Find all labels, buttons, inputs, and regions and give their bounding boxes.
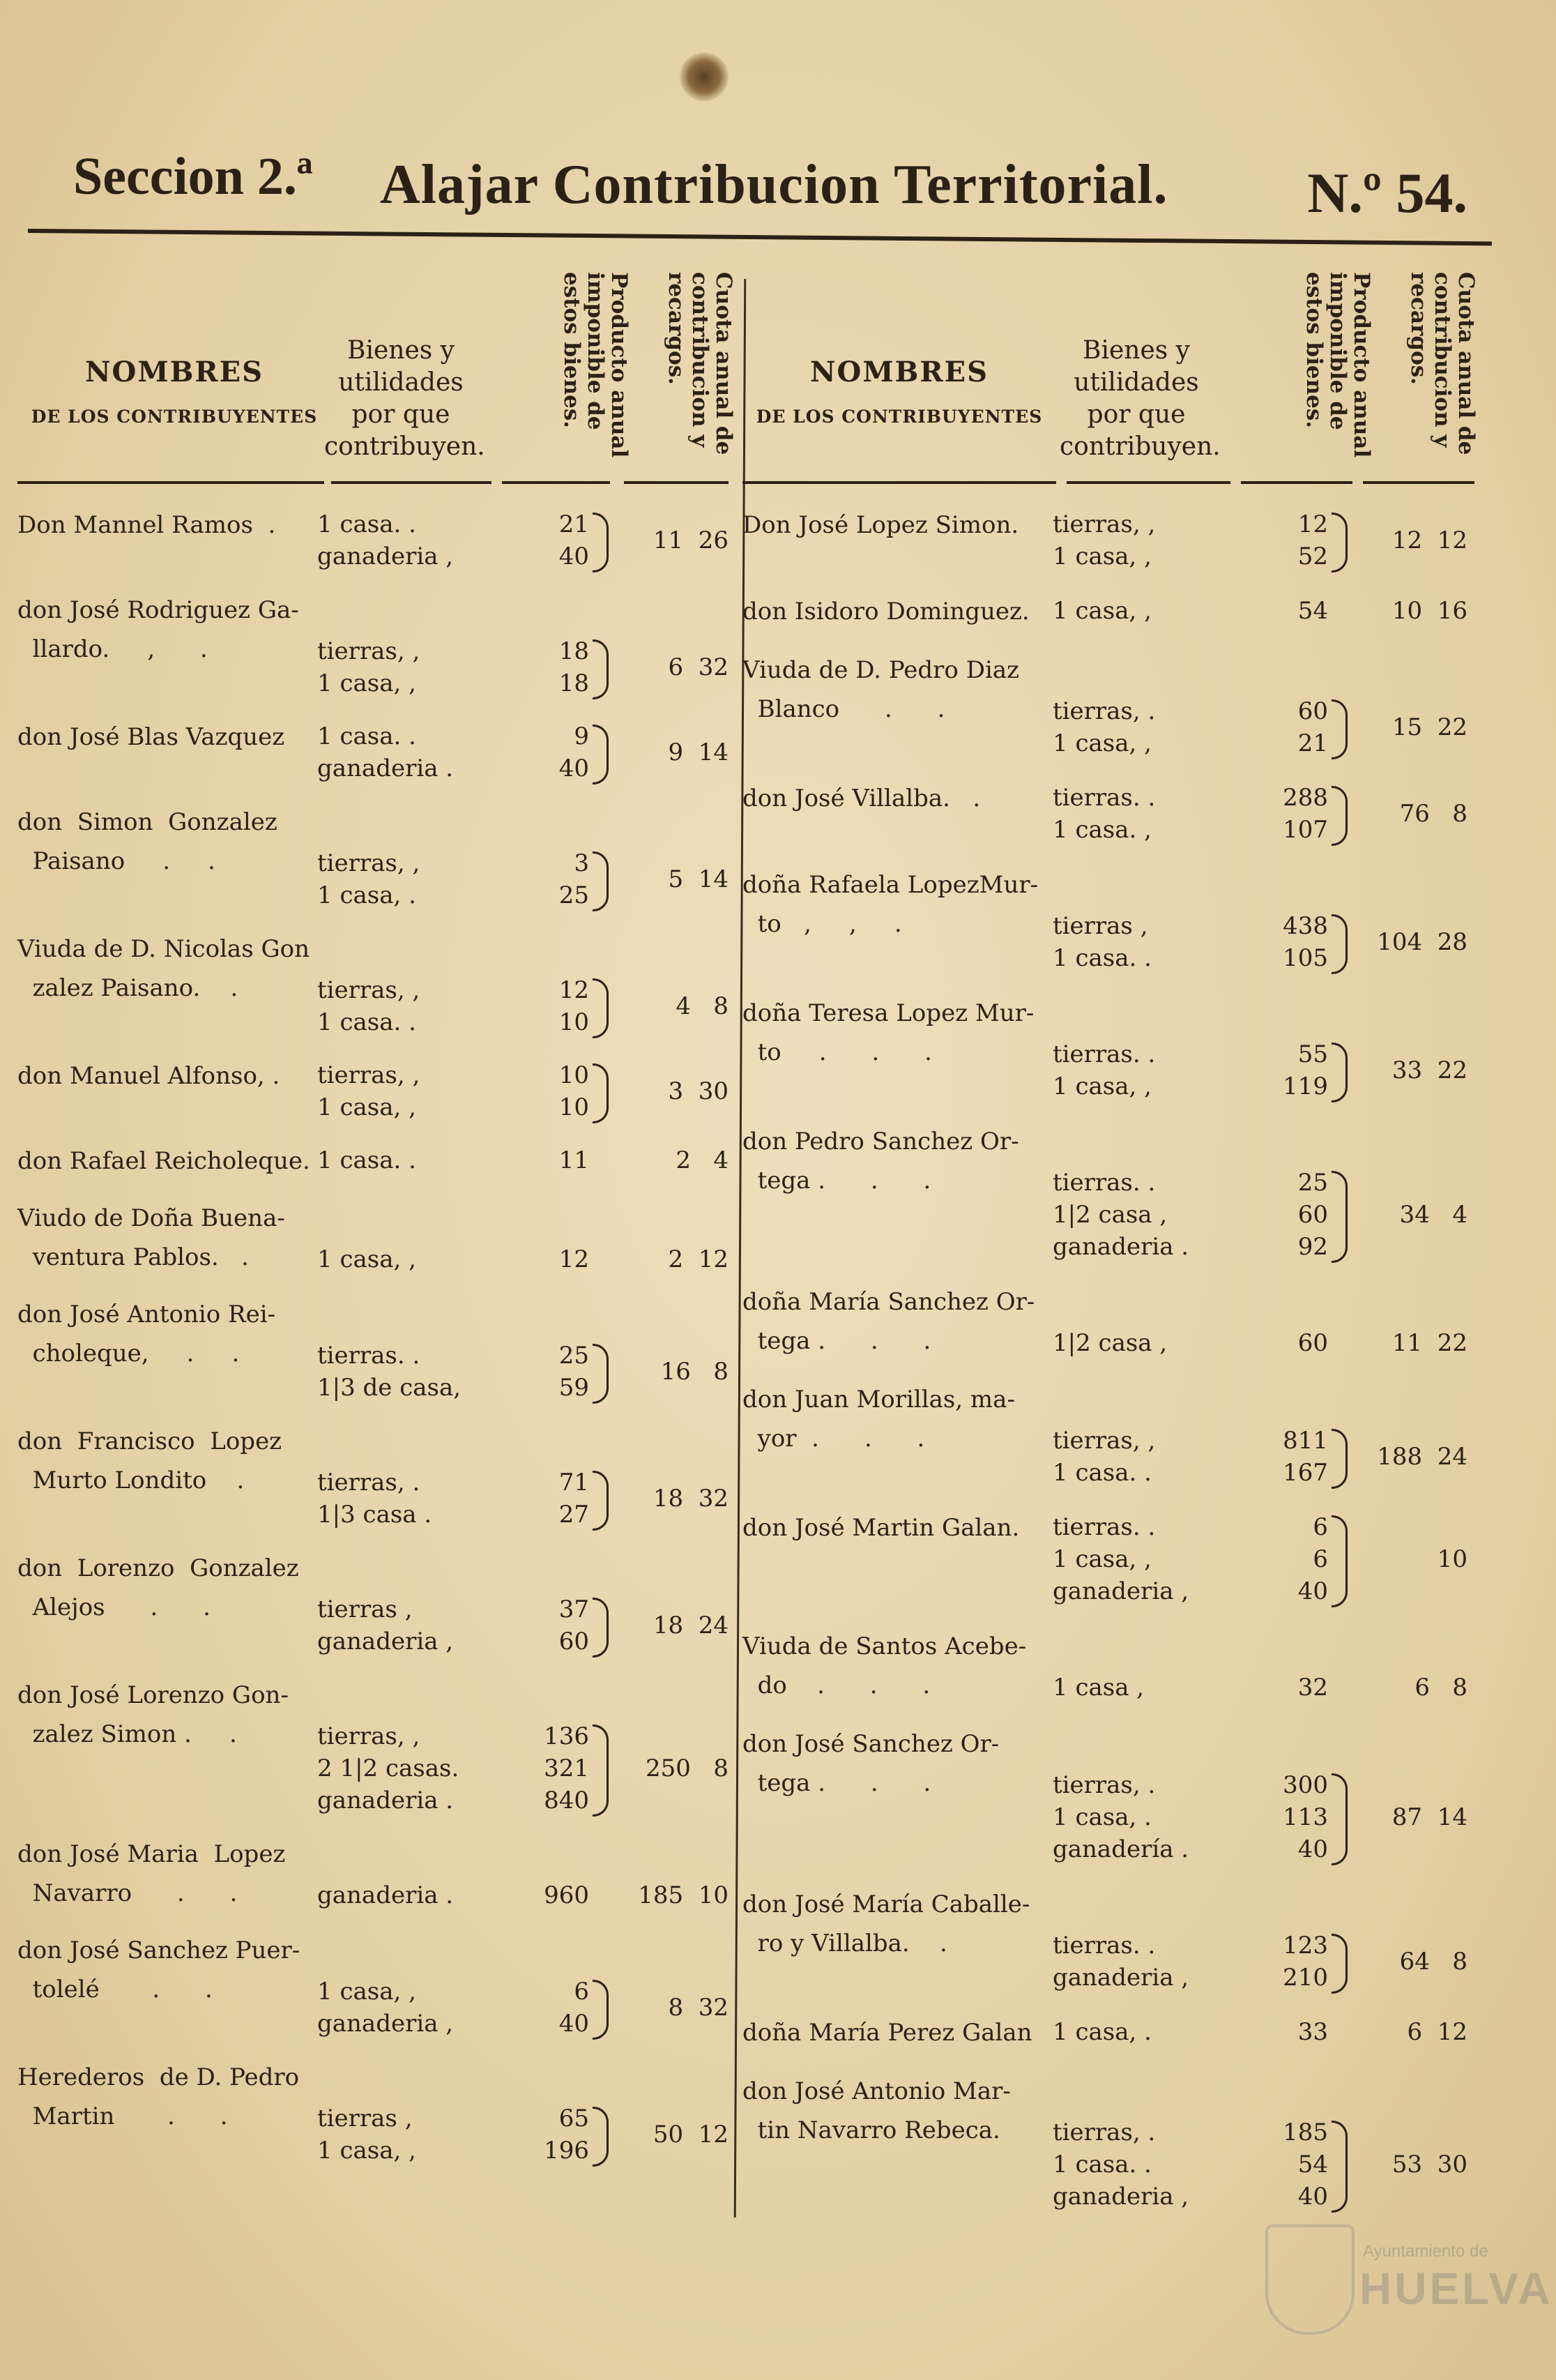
product-header: Producto anual imponible de estos bienes.	[559, 272, 632, 458]
quota-value: 11 22	[1391, 1329, 1467, 1357]
taxpayer-name: don José Sanchez Puer- tolelé . .	[17, 1936, 300, 2003]
names-header	[17, 356, 331, 427]
product-value: 107	[1283, 816, 1328, 844]
product-value: 40	[1297, 1577, 1328, 1605]
taxpayer-name: don Lorenzo Gonzalez Alejos . .	[17, 1554, 299, 1621]
right-column	[742, 258, 1481, 2211]
table-row	[17, 506, 735, 591]
quota-value: 10 16	[1391, 597, 1467, 625]
quota-value: 53 30	[1391, 2151, 1467, 2178]
taxpayer-name: don José Maria Lopez Navarro . .	[17, 1840, 286, 1907]
brace-mark	[1332, 1934, 1348, 1994]
quota-value: 18 32	[653, 1485, 729, 1513]
taxpayer-name: don José María Caballe- ro y Villalba. .	[742, 1890, 1030, 1957]
goods-item: 1 casa. .	[317, 722, 416, 750]
goods-item: 1 casa ,	[1053, 1674, 1145, 1701]
goods-list	[317, 1593, 491, 1658]
goods-item: tierras. .	[1053, 1932, 1156, 1960]
taxpayer-name: Viuda de D. Nicolas Gon zalez Paisano. .	[17, 935, 310, 1002]
goods-item: tierras, ,	[1053, 1427, 1156, 1455]
brace-mark	[1332, 699, 1348, 759]
goods-list	[317, 1144, 491, 1176]
table-row	[17, 2058, 735, 2185]
goods-item: 1 casa, .	[1053, 1803, 1152, 1831]
taxpayer-name: don Juan Morillas, ma- yor . . .	[742, 1386, 1015, 1453]
product-value: 12	[1297, 510, 1328, 538]
watermark-line2: HUELVA	[1359, 2264, 1553, 2314]
table-row	[17, 1931, 735, 2058]
quota-value: 185 10	[638, 1881, 729, 1909]
table-row	[742, 994, 1481, 1122]
product-value: 32	[1297, 1674, 1328, 1701]
section-label: Seccion 2.ª	[73, 147, 313, 206]
quota-value: 64 8	[1399, 1948, 1467, 1976]
taxpayer-name: doña María Sanchez Or- tega . . .	[742, 1288, 1035, 1355]
goods-list	[1053, 1511, 1227, 1607]
quota-value: 9 14	[668, 738, 729, 766]
quota-value: 50 12	[653, 2121, 729, 2148]
goods-item: ganaderia ,	[1053, 1964, 1189, 1992]
goods-list	[317, 508, 491, 573]
product-value: 3	[574, 849, 589, 877]
goods-item: tierras. .	[1053, 1040, 1156, 1068]
quota-value: 76 8	[1399, 800, 1467, 828]
header-line	[624, 481, 729, 484]
brace-mark	[593, 725, 609, 785]
quota-header: Cuota anual de contribucion y recargos.	[664, 272, 736, 455]
product-value: 60	[1297, 697, 1328, 725]
right-column-header	[742, 258, 1481, 481]
product-value: 60	[1297, 1201, 1328, 1229]
quota-value: 250 8	[646, 1754, 729, 1782]
goods-list	[317, 1720, 491, 1817]
taxpayer-name: Don José Lopez Simon.	[742, 511, 1019, 539]
goods-item: 1 casa, ,	[1053, 729, 1152, 757]
product-value: 960	[544, 1881, 589, 1909]
goods-list	[317, 1976, 491, 2040]
goods-list	[317, 974, 491, 1038]
goods-item: 1 casa. ,	[1053, 816, 1152, 844]
product-value: 811	[1283, 1427, 1328, 1455]
table-row	[742, 651, 1481, 779]
goods-list	[1053, 1167, 1227, 1263]
goods-item: tierras ,	[317, 2105, 413, 2132]
names-subtitle: DE LOS CONTRIBUYENTES	[756, 407, 1043, 427]
taxpayer-name: don José Rodriguez Ga- llardo. , .	[17, 596, 299, 663]
quota-value: 6 32	[668, 653, 729, 681]
goods-list	[317, 1340, 491, 1404]
product-value: 18	[558, 637, 589, 665]
table-row	[17, 1295, 735, 1422]
goods-item: tierras. .	[1053, 1513, 1156, 1541]
quota-value: 10	[1437, 1545, 1467, 1573]
table-row	[17, 930, 735, 1056]
product-value: 25	[1297, 1169, 1328, 1197]
product-value: 25	[558, 881, 589, 909]
product-value: 840	[544, 1787, 589, 1814]
product-value: 6	[574, 1978, 589, 2006]
table-row	[742, 1725, 1481, 1885]
brace-mark	[1332, 1043, 1348, 1102]
taxpayer-name: don Isidoro Dominguez.	[742, 598, 1030, 626]
product-value: 65	[558, 2105, 589, 2132]
goods-item: ganaderia ,	[1053, 1577, 1189, 1605]
goods-item: tierras, ,	[317, 849, 420, 877]
goods-item: 1 casa. .	[317, 510, 416, 538]
taxpayer-name: don José Antonio Rei- choleque, . .	[17, 1301, 276, 1367]
quota-value: 3 30	[668, 1077, 729, 1105]
goods-item: tierras, .	[1053, 2118, 1156, 2146]
goods-list	[317, 2102, 491, 2167]
goods-item: 1|2 casa ,	[1053, 1201, 1168, 1229]
goods-list	[317, 1243, 491, 1275]
goods-list	[1053, 1327, 1227, 1359]
product-value: 105	[1283, 944, 1328, 972]
product-value: 54	[1297, 2151, 1328, 2178]
brace-mark	[1332, 2121, 1348, 2213]
product-value: 10	[558, 1093, 589, 1121]
brace-mark	[1332, 1773, 1348, 1865]
ink-stain	[680, 52, 729, 101]
product-value: 40	[1297, 1835, 1328, 1863]
goods-list	[1053, 1930, 1227, 1994]
product-value: 25	[558, 1342, 589, 1370]
product-value: 18	[558, 669, 589, 697]
table-row	[742, 1122, 1481, 1282]
table-row	[742, 2013, 1481, 2072]
goods-item: tierras ,	[317, 1595, 413, 1623]
goods-item: 1 casa, ,	[1053, 597, 1152, 625]
table-row	[742, 506, 1481, 592]
brace-mark	[1332, 1429, 1348, 1489]
brace-mark	[1332, 914, 1348, 974]
taxpayer-name: don José Blas Vazquez	[17, 723, 285, 751]
product-value: 37	[558, 1595, 589, 1623]
product-value: 60	[1297, 1329, 1328, 1357]
watermark-line1: Ayuntamiento de	[1363, 2242, 1488, 2261]
goods-list	[317, 635, 491, 699]
quota-value: 33 22	[1391, 1056, 1467, 1084]
product-value: 288	[1283, 784, 1328, 812]
goods-item: 1 casa, ,	[317, 1245, 416, 1273]
table-row	[17, 1056, 735, 1142]
product-value: 40	[1297, 2183, 1328, 2211]
quota-value: 15 22	[1391, 713, 1467, 741]
product-value: 40	[558, 755, 589, 782]
brace-mark	[593, 1980, 609, 2040]
table-row	[742, 592, 1481, 651]
goods-item: tierras, ,	[317, 1722, 420, 1750]
taxpayer-name: doña María Perez Galan	[742, 2019, 1032, 2047]
goods-item: 1 casa. .	[317, 1146, 416, 1174]
brace-mark	[593, 2107, 609, 2167]
goods-list	[317, 1466, 491, 1531]
names-subtitle: DE LOS CONTRIBUYENTES	[31, 407, 318, 427]
header-line	[17, 481, 324, 484]
brace-mark	[593, 639, 609, 699]
header-line	[1241, 481, 1352, 484]
goods-item: 1 casa. .	[1053, 2151, 1152, 2178]
product-value: 321	[544, 1754, 589, 1782]
left-column	[17, 258, 735, 2211]
goods-item: ganaderia ,	[1053, 2183, 1189, 2211]
goods-item: tierras, ,	[317, 1061, 420, 1089]
goods-item: ganaderia ,	[317, 1628, 454, 1655]
left-column-header	[17, 258, 735, 481]
page-title: Alajar Contribucion Territorial.	[380, 154, 1168, 215]
goods-item: ganaderia .	[317, 1881, 454, 1909]
quota-value: 18 24	[653, 1612, 729, 1639]
table-row	[742, 1508, 1481, 1627]
product-value: 167	[1283, 1459, 1328, 1487]
goods-item: 1 casa, ,	[317, 1093, 416, 1121]
taxpayer-name: Don Mannel Ramos .	[17, 511, 276, 539]
goods-list	[1053, 695, 1227, 759]
taxpayer-name: don José Antonio Mar- tin Navarro Rebeca.	[742, 2077, 1011, 2144]
table-row	[742, 779, 1481, 865]
table-row	[17, 1676, 735, 1835]
goods-item: tierras. .	[1053, 1169, 1156, 1197]
brace-mark	[1332, 513, 1348, 573]
brace-mark	[593, 1063, 609, 1123]
quota-value: 12 12	[1391, 526, 1467, 554]
brace-mark	[593, 1344, 609, 1404]
goods-item: ganaderia ,	[317, 2010, 454, 2038]
taxpayer-name: don José Lorenzo Gon- zalez Simon . .	[17, 1681, 289, 1748]
product-value: 54	[1297, 597, 1328, 625]
quota-value: 2 12	[668, 1245, 729, 1273]
goods-item: tierras, .	[1053, 1771, 1156, 1799]
quota-value: 6 8	[1414, 1674, 1467, 1701]
product-value: 438	[1283, 912, 1328, 940]
page-header	[73, 139, 1467, 237]
quota-value: 87 14	[1391, 1803, 1467, 1831]
goods-header: Bienes y utilidades por que contribuyen.	[1060, 336, 1221, 461]
taxpayer-name: Herederos de D. Pedro Martin . .	[17, 2063, 300, 2130]
table-row	[742, 1627, 1481, 1725]
table-row	[17, 591, 735, 718]
goods-item: 1 casa, ,	[317, 1978, 416, 2006]
product-value: 21	[1297, 729, 1328, 757]
names-header	[742, 356, 1056, 427]
product-value: 10	[558, 1008, 589, 1036]
goods-item: 1 casa, .	[317, 881, 416, 909]
brace-mark	[593, 1471, 609, 1531]
names-title: NOMBRES	[84, 356, 264, 388]
goods-item: tierras, .	[1053, 697, 1156, 725]
goods-item: 1 casa, ,	[317, 669, 416, 697]
quota-value: 6 12	[1407, 2018, 1467, 2046]
goods-item: 1 casa, ,	[1053, 1072, 1152, 1100]
product-value: 113	[1283, 1803, 1328, 1831]
table-row	[742, 2072, 1481, 2232]
header-line	[742, 481, 1056, 484]
coat-of-arms-icon	[1265, 2224, 1355, 2335]
goods-item: 1|3 casa .	[317, 1501, 432, 1529]
product-header: Producto anual imponible de estos bienes.	[1302, 272, 1374, 458]
product-value: 6	[1313, 1513, 1328, 1541]
taxpayer-name: don Pedro Sanchez Or- tega . . .	[742, 1128, 1019, 1195]
product-value: 59	[558, 1374, 589, 1402]
goods-list	[1053, 595, 1227, 627]
table-row	[17, 1142, 735, 1199]
table-row	[17, 718, 735, 803]
product-value: 40	[558, 543, 589, 570]
goods-item: tierras ,	[1053, 912, 1148, 940]
brace-mark	[593, 851, 609, 911]
brace-mark	[1332, 786, 1348, 846]
taxpayer-name: Viuda de D. Pedro Diaz Blanco . .	[742, 656, 1020, 723]
archive-watermark	[1255, 2224, 1553, 2350]
product-value: 136	[544, 1722, 589, 1750]
taxpayer-name: Viuda de Santos Acebe- do . . .	[742, 1632, 1027, 1699]
quota-value: 34 4	[1399, 1201, 1467, 1229]
product-value: 9	[574, 722, 589, 750]
table-row	[17, 1199, 735, 1295]
table-row	[17, 1422, 735, 1549]
taxpayer-name: doña Rafaela LopezMur- to , , .	[742, 871, 1039, 938]
goods-item: 1|2 casa ,	[1053, 1329, 1168, 1357]
product-value: 27	[558, 1501, 589, 1529]
goods-list	[1053, 2016, 1227, 2048]
table-row	[17, 803, 735, 930]
goods-list	[1053, 508, 1227, 573]
goods-item: 2 1|2 casas.	[317, 1754, 459, 1782]
product-value: 33	[1297, 2018, 1328, 2046]
quota-value: 11 26	[653, 526, 729, 554]
brace-mark	[1332, 1515, 1348, 1607]
product-value: 21	[558, 510, 589, 538]
header-line	[1363, 481, 1474, 484]
goods-item: ganaderia .	[317, 1787, 454, 1814]
page-number: N.º 54.	[1307, 161, 1467, 225]
taxpayer-name: don José Martin Galan.	[742, 1514, 1020, 1542]
goods-item: tierras. .	[1053, 784, 1156, 812]
taxpayer-name: doña Teresa Lopez Mur- to . . .	[742, 999, 1035, 1066]
goods-list	[1053, 1769, 1227, 1865]
goods-item: 1 casa. .	[1053, 1459, 1152, 1487]
names-title: NOMBRES	[809, 356, 989, 388]
quota-value: 104 28	[1377, 928, 1467, 956]
product-value: 55	[1297, 1040, 1328, 1068]
product-value: 300	[1283, 1771, 1328, 1799]
goods-list	[317, 1879, 491, 1911]
quota-value: 5 14	[668, 865, 729, 893]
goods-item: 1 casa, ,	[317, 2137, 416, 2165]
goods-item: 1 casa, .	[1053, 2018, 1152, 2046]
header-line	[1067, 481, 1230, 484]
product-value: 52	[1297, 543, 1328, 570]
taxpayer-name: don José Sanchez Or- tega . . .	[742, 1730, 1000, 1797]
product-value: 185	[1283, 2118, 1328, 2146]
goods-item: 1 casa, ,	[1053, 543, 1152, 570]
table-row	[742, 1380, 1481, 1508]
quota-value: 8 32	[668, 1994, 729, 2022]
goods-list	[317, 847, 491, 911]
table-row	[742, 1282, 1481, 1380]
taxpayer-name: don Manuel Alfonso, .	[17, 1062, 280, 1090]
goods-item: ganaderia .	[317, 755, 454, 782]
goods-item: ganaderia ,	[317, 543, 454, 570]
goods-header: Bienes y utilidades por que contribuyen.	[324, 336, 485, 461]
product-value: 196	[544, 2137, 589, 2165]
header-line	[502, 481, 610, 484]
product-value: 11	[558, 1146, 589, 1174]
product-value: 123	[1283, 1932, 1328, 1960]
quota-header: Cuota anual de contribucion y recargos.	[1406, 272, 1479, 455]
table-row	[17, 1549, 735, 1676]
goods-item: tierras, .	[317, 1469, 420, 1496]
product-value: 210	[1283, 1964, 1328, 1992]
product-value: 92	[1297, 1233, 1328, 1261]
product-value: 12	[558, 976, 589, 1004]
brace-mark	[593, 1725, 609, 1817]
table-row	[742, 1885, 1481, 2013]
goods-item: tierras, ,	[317, 637, 420, 665]
goods-list	[1053, 782, 1227, 846]
goods-item: 1 casa, ,	[1053, 1545, 1152, 1573]
goods-item: tierras, ,	[1053, 510, 1156, 538]
product-value: 6	[1313, 1545, 1328, 1573]
taxpayer-name: don Francisco Lopez Murto Londito .	[17, 1427, 282, 1494]
goods-item: 1 casa. .	[1053, 944, 1152, 972]
taxpayer-name: don Rafael Reicholeque.	[17, 1147, 310, 1175]
header-line	[331, 481, 491, 484]
taxpayer-name: don José Villalba. .	[742, 785, 981, 812]
goods-item: 1|3 de casa,	[317, 1374, 462, 1402]
goods-list	[317, 1059, 491, 1123]
goods-item: tierras. .	[317, 1342, 420, 1370]
product-value: 119	[1283, 1072, 1328, 1100]
goods-list	[317, 720, 491, 785]
product-value: 60	[558, 1628, 589, 1655]
goods-list	[1053, 1038, 1227, 1102]
goods-list	[1053, 1672, 1227, 1704]
goods-item: ganaderia .	[1053, 1233, 1189, 1261]
taxpayer-name: Viudo de Doña Buena- ventura Pablos. .	[17, 1204, 285, 1271]
brace-mark	[1332, 1171, 1348, 1263]
table-row	[17, 1835, 735, 1931]
goods-list	[1053, 2116, 1227, 2213]
product-value: 71	[558, 1469, 589, 1496]
brace-mark	[593, 1598, 609, 1658]
quota-value: 4 8	[676, 992, 729, 1020]
goods-list	[1053, 910, 1227, 974]
goods-list	[1053, 1425, 1227, 1489]
brace-mark	[593, 513, 609, 573]
brace-mark	[593, 978, 609, 1038]
quota-value: 16 8	[660, 1358, 729, 1386]
product-value: 10	[558, 1061, 589, 1089]
goods-item: tierras, ,	[317, 976, 420, 1004]
product-value: 40	[558, 2010, 589, 2038]
goods-item: ganadería .	[1053, 1835, 1189, 1863]
quota-value: 188 24	[1377, 1443, 1467, 1471]
product-value: 12	[558, 1245, 589, 1273]
quota-value: 2 4	[676, 1146, 729, 1174]
taxpayer-name: don Simon Gonzalez Paisano . .	[17, 808, 277, 875]
goods-item: 1 casa. .	[317, 1008, 416, 1036]
table-row	[742, 865, 1481, 994]
